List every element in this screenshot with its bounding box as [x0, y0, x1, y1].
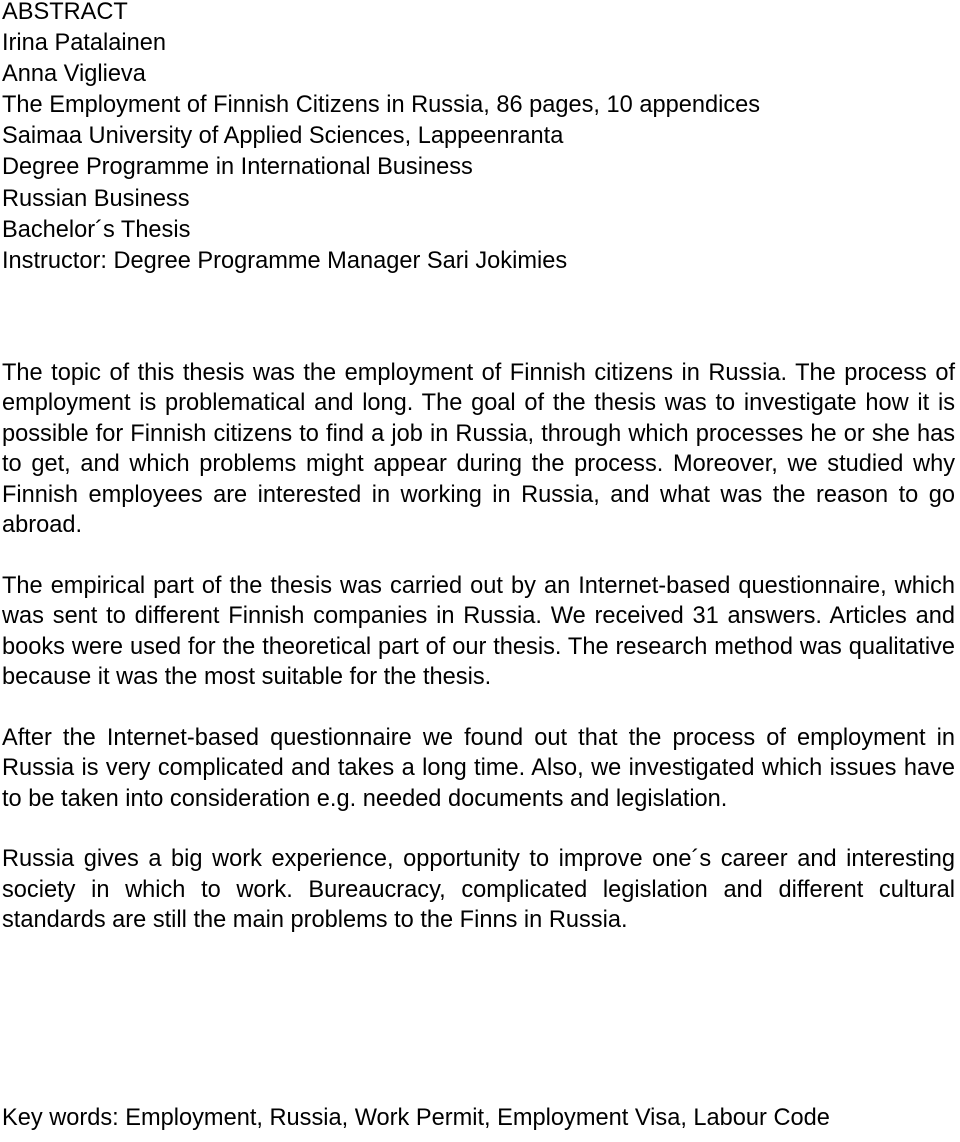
- keywords-line: Key words: Employment, Russia, Work Permit, Employment Visa, Labour Code: [2, 1105, 830, 1131]
- abstract-paragraph: After the Internet-based questionnaire we found out that the process of employment in Russia is very complicated and takes a long time. Also, we investigated which issues have to be taken into consideration e.g. needed documents and legislation.: [2, 724, 955, 812]
- abstract-paragraph: Russia gives a big work experience, opportunity to improve one´s career and interesting society in which to work. Bureaucracy, complicated legislation and different cultural standards are still the main problems to the Finns in Russia.: [2, 846, 955, 934]
- abstract-paragraph: The empirical part of the thesis was carried out by an Internet-based questionnaire, which was sent to different Finnish companies in Russia. We received 31 answers. Articles and books were used for the theoretical part of our thesis. The research method was qualitative because it was the most suitable for the thesis.: [2, 572, 955, 691]
- abstract-header: [2, 0, 952, 277]
- degree-programme: Degree Programme in International Business: [2, 154, 473, 181]
- instructor: Instructor: Degree Programme Manager Sari Jokimies: [2, 247, 568, 274]
- author-name: Irina Patalainen: [2, 30, 166, 57]
- abstract-paragraph: The topic of this thesis was the employment of Finnish citizens in Russia. The process of employment is problematical and long. The goal of the thesis was to investigate how it is possible for Finnish citizens to find a job in Russia, through which processes he or she has to get, and which problems might appear during the process. Moreover, we studied why Finnish employees are interested in working in Russia, and what was the reason to go abroad.: [2, 360, 955, 539]
- author-name: Anna Viglieva: [2, 61, 146, 88]
- thesis-type: Bachelor´s Thesis: [2, 216, 191, 243]
- university-name: Saimaa University of Applied Sciences, Lappeenranta: [2, 123, 564, 150]
- thesis-title: The Employment of Finnish Citizens in Russia, 86 pages, 10 appendices: [2, 92, 761, 119]
- abstract-heading: ABSTRACT: [2, 0, 128, 25]
- abstract-body: [2, 358, 955, 966]
- specialisation: Russian Business: [2, 185, 190, 212]
